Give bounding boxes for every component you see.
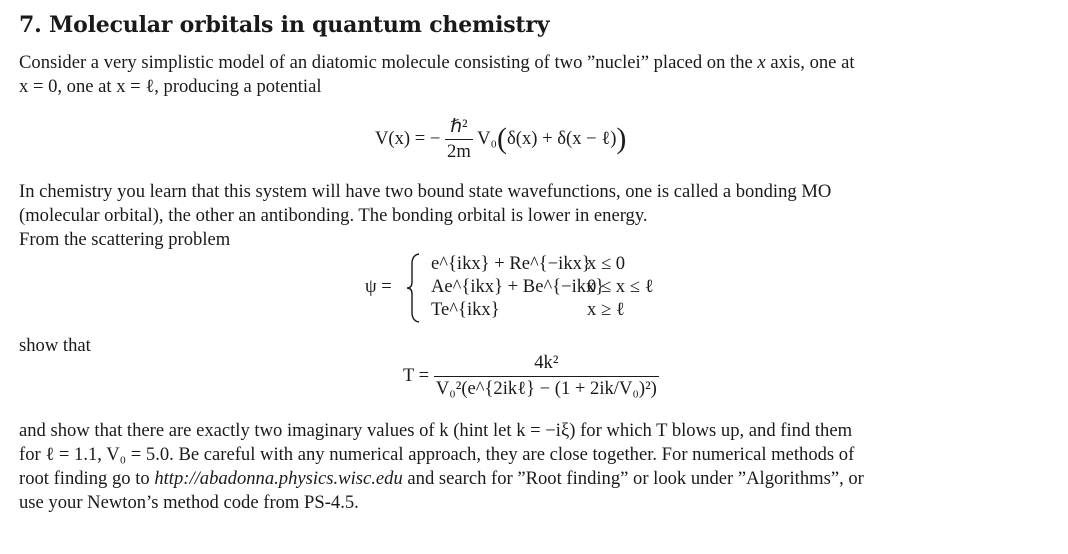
case-expressions <box>431 252 604 321</box>
left-brace <box>405 252 423 324</box>
final-line-1: and show that there are exactly two imaginary values of k (hint let k = −iξ) for which T blows up, and find them <box>19 420 853 441</box>
psi-lhs: ψ = <box>365 276 392 297</box>
hbar-numerator: ℏ² <box>450 116 468 137</box>
show-that: show that <box>19 335 91 356</box>
transmission-lhs: T = <box>403 365 430 386</box>
case-cond-3: x ≥ ℓ <box>587 299 625 320</box>
potential-delta-terms: δ(x) + δ(x − ℓ) <box>507 127 617 149</box>
transmission-fraction <box>434 352 659 400</box>
wavefunction-equation <box>365 252 725 324</box>
algorithms-url-link[interactable]: http://abadonna.physics.wisc.edu <box>154 468 403 489</box>
case-cond-2: 0 ≤ x ≤ ℓ <box>587 276 654 297</box>
potential-lhs: V(x) = − <box>375 127 441 149</box>
transmission-equation <box>403 352 659 400</box>
final-line-2: for ℓ = 1.1, V₀ = 5.0. Be careful with any numerical approach, they are close together. For numerical methods of <box>19 444 855 465</box>
hbar-fraction <box>445 116 473 163</box>
chemistry-line-2: (molecular orbital), the other an antibonding. The bonding orbital is lower in energy. <box>19 205 648 226</box>
case-conditions <box>587 252 654 321</box>
section-title: 7. Molecular orbitals in quantum chemistry <box>19 12 550 38</box>
intro-var-x: x <box>757 52 766 73</box>
intro-line-2: x = 0, one at x = ℓ, producing a potential <box>19 76 322 97</box>
final-line-3-text-a: root finding go to <box>19 468 155 489</box>
chemistry-line-1: In chemistry you learn that this system will have two bound state wavefunctions, one is called a bonding MO <box>19 181 832 202</box>
left-paren: ( <box>497 121 508 155</box>
final-line-3-text-b: and search for ”Root finding” or look under ”Algorithms”, or <box>402 468 864 489</box>
hbar-denominator: 2m <box>447 141 471 162</box>
case-expr-3: Te^{ikx} <box>431 299 500 320</box>
case-expr-1: e^{ikx} + Re^{−ikx} <box>431 253 591 274</box>
final-line-3 <box>19 468 864 490</box>
case-expr-2: Ae^{ikx} + Be^{−ikx} <box>431 276 605 297</box>
right-paren: ) <box>616 121 627 155</box>
potential-equation <box>375 116 626 163</box>
scattering-intro: From the scattering problem <box>19 229 231 250</box>
case-cond-1: x ≤ 0 <box>587 253 626 274</box>
transmission-denominator: V₀²(e^{2ikℓ} − (1 + 2ik/V₀)²) <box>435 378 657 399</box>
intro-text-a: Consider a very simplistic model of an diatomic molecule consisting of two ”nuclei” placed on the <box>19 52 758 73</box>
potential-v0: V₀ <box>477 127 498 149</box>
transmission-numerator: 4k² <box>534 352 559 373</box>
final-line-4: use your Newton’s method code from PS-4.5. <box>19 492 359 513</box>
intro-text-b: axis, one at <box>765 52 855 73</box>
intro-line-1 <box>19 52 854 74</box>
